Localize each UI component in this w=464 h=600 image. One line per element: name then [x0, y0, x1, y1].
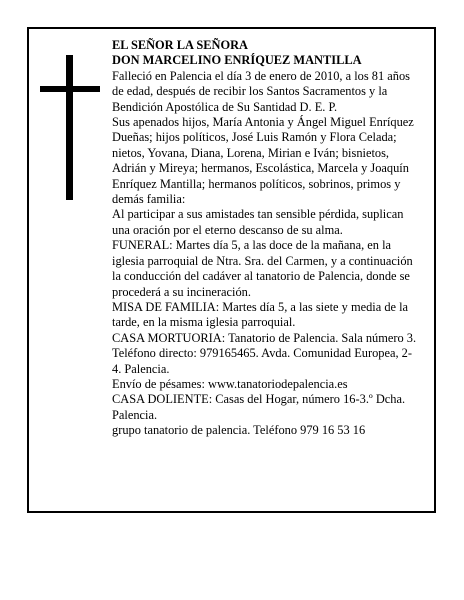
heading-titles: EL SEÑOR LA SEÑORA	[112, 38, 248, 52]
cross-vertical-bar	[66, 55, 73, 200]
prayer-request: Al participar a sus amistades tan sensible pérdida, suplican una oración por el eterno descanso de su alma.	[112, 207, 404, 237]
condolences-website: Envío de pésames: www.tanatoriodepalencia.es	[112, 376, 348, 391]
funeral-group-phone: grupo tanatorio de palencia. Teléfono 979 16 53 16	[112, 423, 366, 438]
cross-horizontal-bar	[40, 86, 100, 92]
death-announcement: Falleció en Palencia el día 3 de enero de 2010, a los 81 años de edad, después de recibir los Santos Sacramentos y la Bendición Apostólica de Su Santidad D. E. P.	[112, 68, 410, 114]
deceased-name: DON MARCELINO ENRÍQUEZ MANTILLA	[112, 53, 362, 68]
funeral-details: FUNERAL: Martes día 5, a las doce de la mañana, en la iglesia parroquial de Ntra. Sra. del Carmen, y a continuación la conducción del cadáver al tanatorio de Palencia, donde se procederá a su incineración.	[112, 238, 413, 299]
family-home-address: CASA DOLIENTE: Casas del Hogar, número 16-3.º Dcha. Palencia.	[112, 392, 406, 422]
notice-text	[112, 38, 420, 439]
latin-cross-icon	[40, 55, 100, 200]
funeral-home-details: CASA MORTUORIA: Tanatorio de Palencia. Sala número 3. Teléfono directo: 979165465. Avda. Comunidad Europea, 2-4. Palencia.	[112, 330, 417, 376]
family-list: Sus apenados hijos, María Antonia y Ángel Miguel Enríquez Dueñas; hijos políticos, José Luis Ramón y Flora Celada; nietos, Yovana, Diana, Lorena, Mirian e Iván; bisnietos, Adrián y Mireya; hermanos, Escolástica, Marcela y Joaquín Enríquez Mantilla; hermanos políticos, sobrinos, primos y demás familia:	[112, 115, 414, 207]
family-mass-details: MISA DE FAMILIA: Martes día 5, a las siete y media de la tarde, en la misma iglesia parroquial.	[112, 299, 409, 330]
